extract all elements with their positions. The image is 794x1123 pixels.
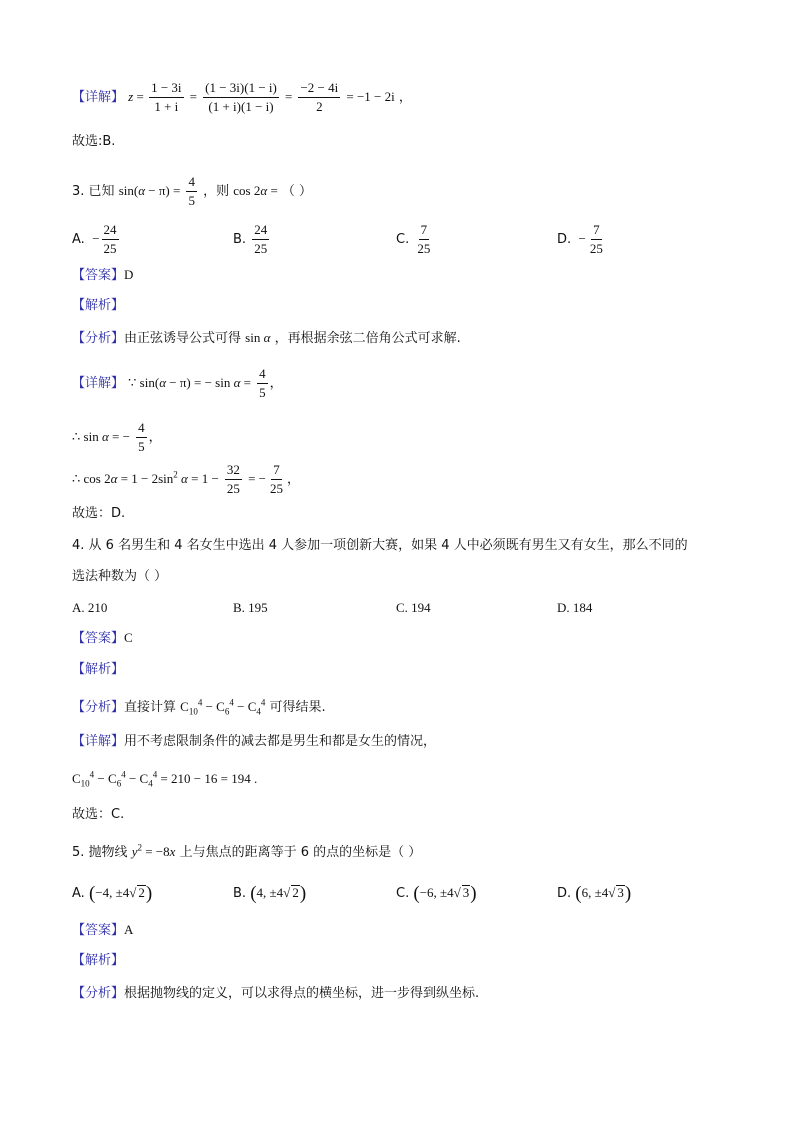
- q4-choose: 故选：C.: [72, 807, 125, 822]
- q3-option-d: D. − $\frac{7}{25}$: [557, 222, 603, 256]
- q4-method: 【分析】直接计算 $C_{10}^4 - C_6^4 - C_4^4$ 可得结果.: [72, 697, 326, 717]
- q4-option-b: B. 195: [233, 600, 268, 615]
- q4-detail: 【详解】用不考虑限制条件的减去都是男生和都是女生的情况，: [72, 734, 437, 749]
- fraction: $\frac{-2 - 4i}{2}$: [300, 80, 339, 114]
- q5-option-c: C. (−6, ±4√ 3): [396, 883, 477, 904]
- q4-calc: $C_{10}^4 - C_6^4 - C_4^4 = 210 - 16 = 194$ .: [72, 769, 258, 789]
- q3-choose: 故选：D.: [72, 506, 126, 521]
- q4-answer: 【答案】C: [72, 630, 133, 646]
- q4-option-a: A. 210: [72, 600, 108, 615]
- q4-option-d: D. 184: [557, 600, 593, 615]
- fraction: $\frac{1 - 3i}{1 + i}$: [151, 80, 182, 114]
- q4-stem-line2: 选法种数为（ ）: [72, 569, 168, 584]
- q5-answer: 【答案】A: [72, 922, 134, 938]
- q3-detail-2: ∴ sin α = − $\frac{4}{5}$ ，: [72, 420, 162, 454]
- q3-answer: 【答案】D: [72, 267, 134, 283]
- q3-method: 【分析】由正弦诱导公式可得 sin α ，再根据余弦二倍角公式可求解.: [72, 330, 461, 346]
- q3-analysis-tag: 【解析】: [72, 298, 125, 313]
- q2-detail-line: 【详解】 z = $\frac{1 - 3i}{1 + i}$ = $\frac{(1 - 3i)(1 - i)}{(1 + i)(1 - i)}$ = $\frac{-2 - 4i}{2}$ = −1 − 2i ，: [72, 80, 412, 114]
- q5-analysis-tag: 【解析】: [72, 953, 125, 968]
- q5-method: 【分析】根据抛物线的定义，可以求得点的横坐标，进一步得到纵坐标.: [72, 986, 480, 1001]
- q4-option-c: C. 194: [396, 600, 431, 615]
- q2-choose: 故选:B.: [72, 134, 116, 149]
- q3-option-a: A. − $\frac{24}{25}$: [72, 222, 117, 256]
- q3-option-b: B. $\frac{24}{25}$: [233, 222, 268, 256]
- q3-stem: 3. 已知 sin(α − π) = $\frac{4}{5}$ ，则 cos 2α = （ ）: [72, 174, 313, 208]
- q3-option-c: C. $\frac{7}{25}$: [396, 222, 431, 256]
- q5-option-d: D. (6, ±4√ 3): [557, 883, 632, 904]
- fraction: $\frac{4}{5}$: [188, 174, 195, 208]
- detail-tag: 【详解】: [72, 90, 125, 105]
- q3-detail-3: ∴ $\cos 2\alpha = 1 - 2\sin^2$ α = 1 − $\frac{32}{25}$ = − $\frac{7}{25}$ ，: [72, 462, 300, 496]
- q5-stem: 5. 抛物线 $y^2 = -8x$ 上与焦点的距离等于 6 的点的坐标是（ ）: [72, 842, 422, 860]
- fraction: $\frac{(1 - 3i)(1 - i)}{(1 + i)(1 - i)}$: [205, 80, 277, 114]
- q4-analysis-tag: 【解析】: [72, 662, 125, 677]
- q4-stem-line1: 4. 从 6 名男生和 4 名女生中选出 4 人参加一项创新大赛，如果 4 人中必须既有男生又有女生，那么不同的: [72, 538, 688, 553]
- q3-detail-1: 【详解】 ∵ sin(α − π) = − sin α = $\frac{4}{5}$ ，: [72, 366, 283, 400]
- q5-option-a: A. (−4, ±4√ 2): [72, 883, 153, 904]
- q5-option-b: B. (4, ±4√ 2): [233, 883, 307, 904]
